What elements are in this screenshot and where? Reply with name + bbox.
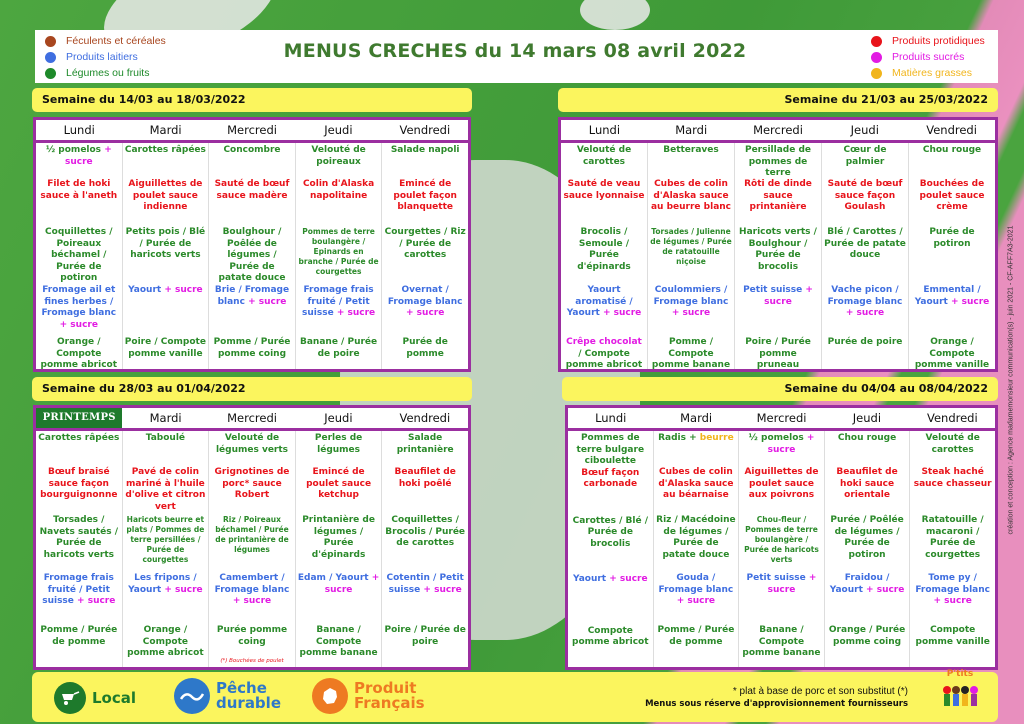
menu-dessert [824,337,906,377]
week-2-table [558,117,998,372]
dessert-text: Orange / Purée pomme coing [828,625,906,647]
local-label: Local [92,688,137,707]
menu-side [563,227,645,285]
menu-starter [38,145,120,179]
kids-mascot-logo [940,664,980,720]
main-text: Sauté de bœuf sauce façon Goulash [827,179,903,212]
dairy-text: Tome py / Fromage blanc + sucre [915,573,990,606]
day-header-vendredi: Vendredi [399,123,451,137]
day-header-row [36,408,468,428]
day-header-mardi: Mardi [149,123,182,137]
menu-day-lundi [36,143,123,369]
menu-dessert [827,625,908,665]
main-text: Rôti de dinde sauce printanière [744,179,812,212]
background-flower-petal [580,0,650,30]
main-text: Emincé de poulet sauce ketchup [306,467,372,500]
week-3-table [33,405,471,670]
week-4-label: Semaine du 04/04 au 08/04/2022 [562,377,998,401]
starter-text: Velouté de carottes [925,433,980,455]
menu-side [827,515,908,573]
dairy-text: Vache picon / Fromage blanc + sucre [827,285,903,318]
starter-text: Velouté de poireaux [311,145,366,167]
menu-main [211,467,293,515]
starter-text: Chou rouge [922,145,982,155]
starter-text: ½ pomelos + sucre [748,433,815,455]
menu-dessert [650,337,732,377]
menu-dairy [211,573,293,625]
main-text: Sauté de veau sauce lyonnaise [563,179,645,201]
sustainable-fishing-logo [174,678,286,714]
menu-main [911,179,993,227]
menu-side [38,515,120,573]
menu-dairy [650,285,732,337]
menu-starter [298,433,380,467]
main-text: Sauté de bœuf sauce madère [214,179,290,201]
menu-dairy [824,285,906,337]
menu-main [125,467,207,515]
legend-label: Produits laitiers [66,51,138,63]
dessert-text: Pomme / Purée pomme coing [213,337,291,359]
week-1-label: Semaine du 14/03 au 18/03/2022 [32,88,472,112]
red-dot-icon [871,36,882,47]
menu-starter [211,145,293,179]
side-text: Haricots verts / Boulghour / Purée de brocolis [739,227,817,272]
menu-side [737,227,819,285]
menu-dairy [38,285,120,337]
legend-label: Matières grasses [892,67,972,79]
menu-side [912,515,993,573]
main-text: Aiguillettes de poulet sauce indienne [128,179,203,212]
menu-dairy [656,573,737,625]
menu-row [561,143,995,369]
menu-day-vendredi [382,431,468,667]
footer-notes [645,685,908,711]
menu-dairy [38,573,120,625]
starter-text: Chou rouge [837,433,897,443]
legend-left [45,33,166,81]
menu-row [36,431,468,667]
main-text: Grignotines de porc* sauce Robert [214,467,290,500]
menu-starter [298,145,380,179]
menu-side [570,516,651,574]
menu-starter [384,433,466,467]
starter-text: Radis + beurre [658,433,734,443]
menu-side [656,515,737,573]
dessert-text: Banane / Compote pomme banane [742,625,821,658]
menu-dessert [298,337,380,377]
day-header-jeudi: Jeudi [324,411,353,425]
menu-dessert [384,625,466,665]
day-header-lundi: Lundi [588,123,621,137]
dairy-text: Fraidou / Yaourt + sucre [829,573,905,595]
menu-dairy [298,285,380,337]
menu-side [384,227,466,285]
main-text: Bouchées de poulet sauce crème [919,179,985,212]
french-product-label: Produit Français [354,679,425,712]
side-text: Brocolis / Semoule / Purée d'épinards [577,227,631,272]
starter-text: Perles de légumes [314,433,363,455]
main-text: Beaufilet de hoki poêlé [394,467,456,489]
side-text: Riz / Macédoine de légumes / Purée de patate douce [656,515,736,560]
menu-dairy [125,573,207,625]
starter-text: Betteraves [663,145,719,155]
dairy-text: Gouda / Fromage blanc + sucre [658,573,734,606]
menu-side [824,227,906,285]
menu-dessert [38,337,120,377]
day-header-mercredi: Mercredi [753,123,803,137]
france-map-icon [312,678,348,714]
legend-label: Produits sucrés [892,51,965,63]
dessert-text: Orange / Compote pomme vanille [914,337,990,370]
side-text: Carottes / Blé / Purée de brocolis [572,515,648,549]
menu-dairy [912,573,993,625]
dessert-text: Pomme / Purée de pomme [657,625,735,647]
side-text: Coquillettes / Brocolis / Purée de carottes [385,515,466,548]
day-header-mercredi: Mercredi [227,123,277,137]
supply-note: Menus sous réserve d'approvisionnement fournisseurs [645,699,908,709]
side-text: Riz / Poireaux béchamel / Purée de printanière de légumes [215,515,289,554]
menu-main [211,179,293,227]
menu-dessert [741,625,822,665]
menu-starter [911,145,993,179]
menu-starter [570,433,651,468]
main-text: Bœuf façon carbonade [581,467,640,489]
dairy-text: Camembert / Fromage blanc + sucre [214,573,290,606]
menu-main [125,179,207,227]
side-text: Ratatouille / macaroni / Purée de courgettes [921,515,984,560]
menu-day-lundi [561,143,648,369]
week-3-label: Semaine du 28/03 au 01/04/2022 [32,377,472,401]
menu-side [298,515,380,573]
menu-dairy [384,573,466,625]
menu-starter [384,145,466,179]
menu-main [384,179,466,227]
menu-side [125,515,207,573]
day-header-jeudi: Jeudi [852,411,882,425]
menu-dessert [38,625,120,665]
main-text: Steak haché sauce chasseur [913,467,992,489]
starter-text: Carottes râpées [38,433,120,443]
menu-main [384,467,466,515]
menu-side [38,227,120,285]
menu-day-mardi [123,143,210,369]
dairy-text: Yaourt aromatisé / Yaourt + sucre [566,285,642,318]
day-header-lundi: PRINTEMPS [36,408,122,428]
starter-text: ½ pomelos + sucre [45,145,112,167]
legend-label: Féculents et céréales [66,35,166,47]
starter-text: Velouté de carottes [576,145,632,167]
side-text: Pommes de terre boulangère / Epinards en branche / Purée de courgettes [298,227,379,276]
menu-main [656,467,737,515]
dairy-text: Edam / Yaourt + sucre [297,573,380,595]
local-logo [54,682,136,714]
menu-day-jeudi [822,143,909,369]
starter-text: Pommes de terre bulgare ciboulette [576,433,645,466]
day-header-jeudi: Jeudi [324,123,353,137]
legend-item-proteins [871,33,985,49]
menu-dairy [570,574,651,626]
side-text: Chou-fleur / Pommes de terre boulangère / Purée de haricots verts [744,515,819,564]
menu-dairy [384,285,466,337]
dairy-text: Overnat / Fromage blanc + sucre [387,285,463,318]
menu-side [384,515,466,573]
side-text: Torsades / Julienne de légumes / Purée de ratatouille niçoise [650,227,732,266]
menu-day-mercredi [735,143,822,369]
day-header-lundi: Lundi [63,123,95,137]
menu-main [38,179,120,227]
blue-dot-icon [45,52,56,63]
dairy-text: Yaourt + sucre [573,573,648,584]
dairy-text: Fromage ail et fines herbes / Fromage blanc + sucre [41,285,117,330]
dessert-text: Compote pomme abricot [572,625,649,647]
menu-dairy [125,285,207,337]
starter-text: Salade napoli [390,145,460,155]
dessert-text: Poire / Purée pomme pruneau [745,337,811,370]
legend-label: Légumes ou fruits [66,67,150,79]
day-header-row [561,120,995,140]
menu-starter [563,145,645,179]
starter-text: Velouté de légumes verts [215,433,289,455]
menu-day-jeudi [825,431,911,667]
legend-item-vegetables [45,65,166,81]
side-text: Blé / Carottes / Purée de patate douce [824,227,906,260]
side-text: Boulghour / Poêlée de légumes / Purée de patate douce [218,227,286,283]
menu-dessert [384,337,466,377]
menu-dessert [211,337,293,377]
pork-substitute-footnote: (*) Bouchées de poulet [220,657,284,664]
menu-dessert [125,337,207,377]
menu-main [737,179,819,227]
day-header-vendredi: Vendredi [926,411,978,425]
dairy-text: Petit suisse + sucre [746,573,817,595]
menu-day-lundi [36,431,123,667]
menu-starter [741,433,822,467]
menu-main [824,179,906,227]
menu-main [298,467,380,515]
page-title: MENUS CRECHES du 14 mars 08 avril 2022 [283,40,747,62]
wave-icon [174,678,210,714]
menu-starter [211,433,293,467]
menu-day-mardi [648,143,735,369]
side-text: Purée de potiron [929,227,975,249]
legend-item-starches [45,33,166,49]
menu-starter [737,145,819,179]
menu-dairy [737,285,819,337]
menu-side [211,515,293,573]
pork-note: * plat à base de porc et son substitut (*) [732,686,908,697]
day-header-jeudi: Jeudi [850,123,879,137]
menu-starter [125,145,207,179]
menu-main [827,467,908,515]
menu-starter [824,145,906,179]
week-2-label: Semaine du 21/03 au 25/03/2022 [558,88,998,112]
menu-day-mercredi [209,143,296,369]
menu-day-mercredi [209,431,296,667]
menu-day-vendredi [382,143,468,369]
main-text: Filet de hoki sauce à l'aneth [40,179,118,201]
day-header-mardi: Mardi [149,411,182,425]
menu-starter [656,433,737,467]
legend-right [871,33,985,81]
menu-side [650,227,732,285]
day-header-vendredi: Vendredi [399,411,451,425]
menu-starter [125,433,207,467]
starter-text: Taboulé [145,433,186,443]
starter-text: Carottes râpées [124,145,206,155]
dessert-text: Orange / Compote pomme abricot [40,337,118,370]
dairy-text: Cotentin / Petit suisse + sucre [386,573,464,595]
main-text: Pavé de colin mariné à l'huile d'olive et citron vert [125,467,206,512]
legend-item-sugars [871,49,985,65]
menu-dessert [125,625,207,665]
menu-day-jeudi [296,431,383,667]
day-header-mardi: Mardi [675,123,708,137]
dairy-text: Fromage frais fruité / Petit suisse + sucre [42,573,116,606]
dairy-text: Brie / Fromage blanc + sucre [214,285,290,307]
day-header-row [568,408,995,428]
menu-dairy [211,285,293,337]
menu-day-mercredi [739,431,825,667]
main-text: Bœuf braisé sauce façon bourguignonne [40,467,118,500]
side-text: Printanière de légumes / Purée d'épinards [302,515,375,560]
brown-dot-icon [45,36,56,47]
menu-dairy [827,573,908,625]
menu-main [563,179,645,227]
menu-dairy [741,573,822,625]
dessert-text: Orange / Compote pomme abricot [127,625,204,658]
menu-main [570,468,651,516]
dessert-text: Poire / Compote pomme vanille [124,337,206,359]
side-credit [1004,40,1018,720]
menu-day-jeudi [296,143,383,369]
starter-text: Cœur de palmier [843,145,887,167]
menu-row [36,143,468,369]
menu-side [298,227,380,285]
menu-day-mardi [654,431,740,667]
starter-text: Persillade de pommes de terre [744,145,812,178]
starter-text: Salade printanière [396,433,454,455]
menu-dessert [298,625,380,665]
menu-row [568,431,995,667]
menu-side [125,227,207,285]
menu-main [298,179,380,227]
main-text: Emincé de poulet façon blanquette [393,179,457,212]
dessert-text: Purée de pomme [402,337,448,359]
menu-starter [38,433,120,467]
menu-main [650,179,732,227]
main-text: Colin d'Alaska napolitaine [302,179,375,201]
starter-text: Concombre [223,145,281,155]
menu-starter [650,145,732,179]
menu-starter [912,433,993,467]
dairy-text: Yaourt + sucre [128,285,203,295]
menu-dairy [563,285,645,337]
side-credit-text: création et conception : Agence madamemonsieur communication(s) - juin 2021 - CF-AFF7A3-2021 [1007,225,1015,535]
legend-item-dairy [45,49,166,65]
menu-day-vendredi [909,143,995,369]
svg-text:P'tits: P'tits [946,669,974,679]
magenta-dot-icon [871,52,882,63]
side-text: Courgettes / Riz / Purée de carottes [384,227,466,260]
dairy-text: Les fripons / Yaourt + sucre [128,573,203,595]
wheelbarrow-icon [54,682,86,714]
dessert-text: Purée de poire [827,337,903,347]
dairy-text: Fromage frais fruité / Petit suisse + sucre [302,285,376,318]
dessert-text: Banane / Purée de poire [300,337,378,359]
side-text: Coquillettes / Poireaux béchamel / Purée de potiron [45,227,113,283]
dessert-text: Pomme / Purée de pomme [40,625,118,647]
side-text: Haricots beurre et plats / Pommes de terre persillées / Purée de courgettes [126,515,205,564]
green-dot-icon [45,68,56,79]
dessert-text: Compote pomme vanille [915,625,990,647]
menu-day-mardi [123,431,210,667]
menu-day-vendredi [910,431,995,667]
main-text: Beaufilet de hoki sauce orientale [836,467,898,500]
side-text: Purée / Poêlée de légumes / Purée de potiron [830,515,904,560]
french-product-logo [312,678,424,714]
day-header-mercredi: Mercredi [756,411,807,425]
day-header-mercredi: Mercredi [227,411,277,425]
day-header-vendredi: Vendredi [926,123,977,137]
day-header-row [36,120,468,140]
menu-day-lundi [568,431,654,667]
dessert-text: Pomme / Compote pomme banane [651,337,731,370]
dairy-text: Petit suisse + sucre [743,285,813,307]
menu-dessert [911,337,993,377]
menu-main [912,467,993,515]
legend-item-fats [871,65,985,81]
day-header-lundi: Lundi [595,411,627,425]
menu-dessert [656,625,737,665]
dessert-text: Banane / Compote pomme banane [299,625,378,658]
dessert-text: Purée pomme coing [216,625,288,647]
week-1-table [33,117,471,372]
menu-dairy [911,285,993,337]
main-text: Cubes de colin d'Alaska sauce au béarnaise [658,467,734,500]
menu-dessert [570,626,651,666]
dairy-text: Emmental / Yaourt + sucre [914,285,990,307]
legend-label: Produits protidiques [892,35,985,47]
menu-side [211,227,293,285]
menu-dairy [298,573,380,625]
side-text: Petits pois / Blé / Purée de haricots verts [125,227,206,260]
main-text: Aiguillettes de poulet sauce aux poivrons [744,467,819,500]
dessert-text: Poire / Purée de poire [384,625,466,647]
week-4-table [565,405,998,670]
menu-starter [827,433,908,467]
menu-main [38,467,120,515]
menu-side [741,515,822,573]
dairy-text: Coulommiers / Fromage blanc + sucre [653,285,729,318]
footer [32,669,998,722]
menu-dessert [563,337,645,377]
menu-dessert [737,337,819,377]
yellow-dot-icon [871,68,882,79]
side-text: Torsades / Navets sautés / Purée de haricots verts [39,515,118,560]
menu-dessert [912,625,993,665]
day-header-mardi: Mardi [680,411,713,425]
main-text: Cubes de colin d'Alaska sauce au beurre blanc [650,179,732,212]
menu-side [911,227,993,285]
sustainable-fishing-label: Pêche durable [216,679,281,712]
dessert-text: Crêpe chocolat / Compote pomme abricot [565,337,643,370]
menu-main [741,467,822,515]
